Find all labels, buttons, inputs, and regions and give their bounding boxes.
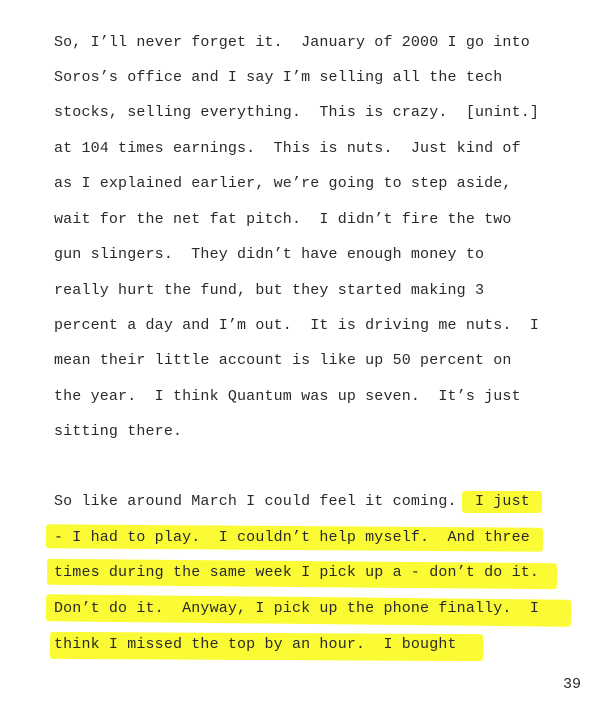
text-line: the year. I think Quantum was up seven. It’s just xyxy=(54,388,521,405)
text-line: So, I’ll never forget it. January of 2000 I go into xyxy=(54,34,530,51)
text-line: So like around March I could feel it coming. I just xyxy=(54,493,530,510)
text-line: times during the same week I pick up a - don’t do it. xyxy=(54,564,540,581)
text-line: stocks, selling everything. This is crazy. [unint.] xyxy=(54,104,540,121)
text-line: as I explained earlier, we’re going to step aside, xyxy=(54,175,512,192)
text-line: Soros’s office and I say I’m selling all the tech xyxy=(54,69,503,86)
text-line: wait for the net fat pitch. I didn’t fire the two xyxy=(54,211,512,228)
text-line: gun slingers. They didn’t have enough money to xyxy=(54,246,485,263)
text-line: - I had to play. I couldn’t help myself. And three xyxy=(54,529,530,546)
text-line: Don’t do it. Anyway, I pick up the phone finally. I xyxy=(54,600,540,617)
text-line: mean their little account is like up 50 percent on xyxy=(54,352,512,369)
text-line: percent a day and I’m out. It is driving me nuts. I xyxy=(54,317,540,334)
text-line: really hurt the fund, but they started making 3 xyxy=(54,282,485,299)
text-line: sitting there. xyxy=(54,423,183,440)
text-line: at 104 times earnings. This is nuts. Just kind of xyxy=(54,140,521,157)
text-line: think I missed the top by an hour. I bought xyxy=(54,636,457,653)
page-number: 39 xyxy=(563,676,582,693)
